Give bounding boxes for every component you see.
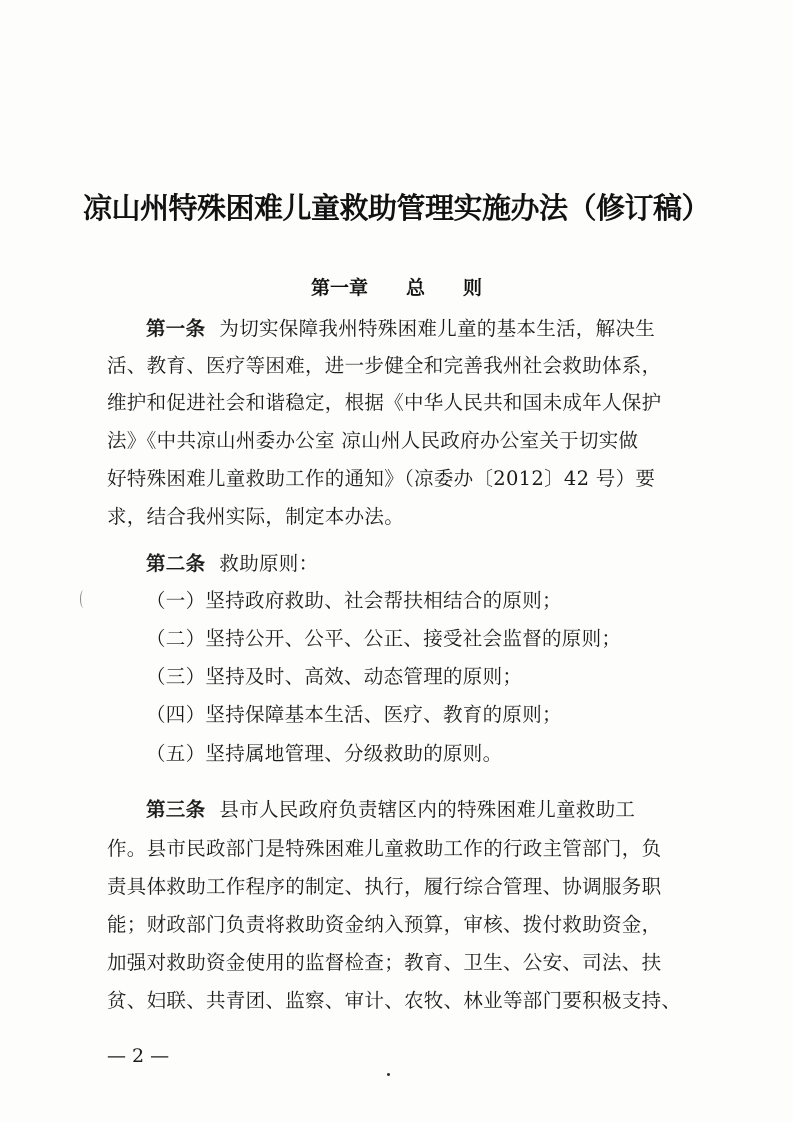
article-2-item-4: （四）坚持保障基本生活、医疗、教育的原则；: [146, 703, 562, 726]
article-1-line-2: 活、教育、医疗等困难，进一步健全和完善我州社会救助体系，: [107, 354, 662, 377]
article-3-line-5: 加强对救助资金使用的监督检查；教育、卫生、公安、司法、扶: [107, 951, 662, 974]
article-3-label: 第三条: [146, 798, 206, 821]
article-1-line-1: [146, 316, 697, 342]
article-3-text: 县市人民政府负责辖区内的特殊困难儿童救助工: [219, 798, 636, 821]
article-3-line-1: [146, 797, 697, 823]
article-3-line-4: 能；财政部门负责将救助资金纳入预算，审核、拨付救助资金，: [107, 913, 662, 936]
article-3-line-6: 贫、妇联、共青团、监察、审计、农牧、林业等部门要积极支持、: [107, 989, 682, 1012]
article-2-item-1: （一）坚持政府救助、社会帮扶相结合的原则；: [146, 589, 562, 612]
scan-speck: [387, 1073, 390, 1076]
article-1-text: 为切实保障我州特殊困难儿童的基本生活，解决生: [219, 317, 656, 340]
chapter-heading: 第一章 总 则: [310, 277, 482, 299]
article-2-line-1: [146, 551, 697, 577]
article-3-line-3: 责具体救助工作程序的制定、执行，履行综合管理、协调服务职: [107, 875, 662, 898]
article-3-line-2: 作。县市民政部门是特殊困难儿童救助工作的行政主管部门，负: [107, 837, 662, 860]
article-2-item-5: （五）坚持属地管理、分级救助的原则。: [146, 742, 503, 765]
article-1-label: 第一条: [146, 317, 206, 340]
scan-mark: [80, 590, 87, 608]
article-2-intro: 救助原则：: [219, 552, 319, 575]
article-1-line-6: 求，结合我州实际，制定本办法。: [107, 505, 405, 528]
document-title: 凉山州特殊困难儿童救助管理实施办法（修订稿）: [82, 191, 710, 225]
article-1-line-5: 好特殊困难儿童救助工作的通知》（凉委办〔2012〕42 号）要: [107, 467, 656, 490]
article-1-line-3: 维护和促进社会和谐稳定，根据《中华人民共和国未成年人保护: [107, 391, 662, 414]
page-number: — 2 —: [107, 1045, 170, 1067]
article-2-label: 第二条: [146, 552, 206, 575]
article-1-line-4: 法》《中共凉山州委办公室 凉山州人民政府办公室关于切实做: [107, 429, 639, 452]
article-2-item-2: （二）坚持公开、公平、公正、接受社会监督的原则；: [146, 627, 622, 650]
article-2-item-3: （三）坚持及时、高效、动态管理的原则；: [146, 665, 523, 688]
